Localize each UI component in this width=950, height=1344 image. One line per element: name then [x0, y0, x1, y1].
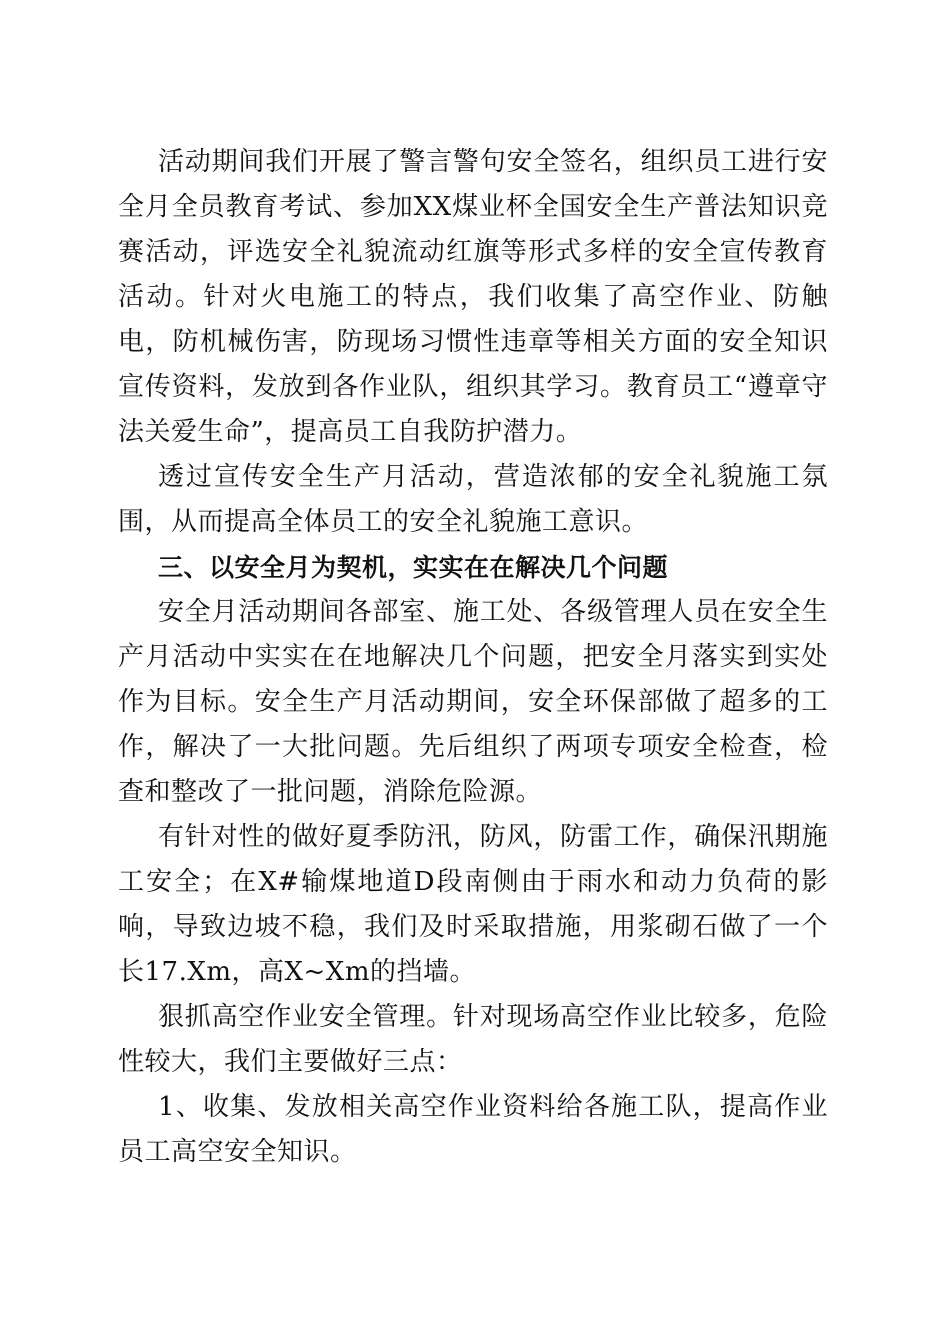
paragraph-list-item-1: 1、收集、发放相关高空作业资料给各施工队，提高作业员工高空安全知识。	[118, 1092, 828, 1167]
document-page	[118, 140, 828, 1175]
paragraph-flood-prevention: 有针对性的做好夏季防汛，防风，防雷工作，确保汛期施工安全；在X#输煤地道D段南侧由于雨水和动力负荷的影响，导致边坡不稳，我们及时采取措施，用浆砌石做了一个长17.Xm，高X~Xm的挡墙。	[118, 822, 828, 987]
paragraph-safety-activities: 活动期间我们开展了警言警句安全签名，组织员工进行安全月全员教育考试、参加XX煤业杯全国安全生产普法知识竞赛活动，评选安全礼貌流动红旗等形式多样的安全宣传教育活动。针对火电施工的特点，我们收集了高空作业、防触电，防机械伤害，防现场习惯性违章等相关方面的安全知识宣传资料，发放到各作业队，组织其学习。教育员工“遵章守法关爱生命”，提高员工自我防护潜力。	[118, 147, 828, 447]
paragraph-safety-culture: 透过宣传安全生产月活动，营造浓郁的安全礼貌施工氛围，从而提高全体员工的安全礼貌施工意识。	[118, 462, 828, 537]
section-heading: 三、以安全月为契机，实实在在解决几个问题	[158, 553, 669, 582]
paragraph-high-altitude-work: 狠抓高空作业安全管理。针对现场高空作业比较多，危险性较大，我们主要做好三点：	[118, 1002, 828, 1077]
paragraph-problem-solving: 安全月活动期间各部室、施工处、各级管理人员在安全生产月活动中实实在在地解决几个问题，把安全月落实到实处作为目标。安全生产月活动期间，安全环保部做了超多的工作，解决了一大批问题。先后组织了两项专项安全检查，检查和整改了一批问题，消除危险源。	[118, 597, 828, 807]
